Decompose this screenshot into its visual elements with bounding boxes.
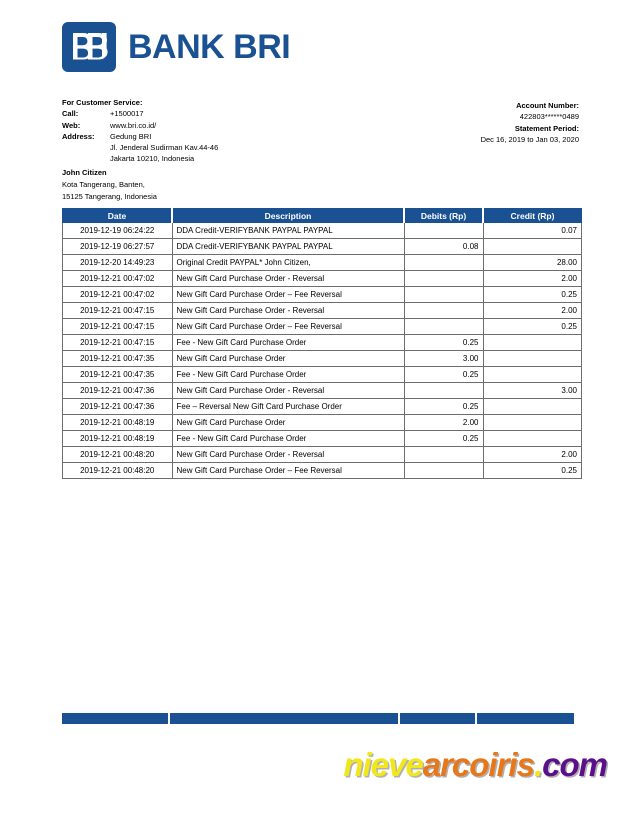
cell-date: 2019-12-21 00:47:35	[63, 351, 173, 367]
cell-description: New Gift Card Purchase Order - Reversal	[172, 447, 404, 463]
transactions-body	[63, 223, 582, 479]
cell-debit: 0.25	[404, 431, 483, 447]
table-row	[63, 447, 582, 463]
table-header-row	[63, 209, 582, 223]
cell-credit	[483, 415, 582, 431]
cell-credit	[483, 335, 582, 351]
cell-date: 2019-12-21 00:47:36	[63, 399, 173, 415]
brand-name: BANK BRI	[128, 28, 291, 66]
cell-description: Fee – Reversal New Gift Card Purchase Order	[172, 399, 404, 415]
table-row	[63, 335, 582, 351]
brand-header	[62, 22, 290, 72]
table-row	[63, 303, 582, 319]
column-header-debits: Debits (Rp)	[404, 209, 483, 223]
account-info-block	[481, 100, 579, 145]
cell-date: 2019-12-21 00:47:36	[63, 383, 173, 399]
watermark-part-1: nieve	[343, 746, 423, 783]
cell-credit: 0.25	[483, 463, 582, 479]
cell-debit: 0.25	[404, 367, 483, 383]
cell-debit	[404, 255, 483, 271]
cell-description: Fee - New Gift Card Purchase Order	[172, 431, 404, 447]
address-line-2: Jl. Jenderal Sudirman Kav.44-46	[110, 143, 219, 153]
table-row	[63, 399, 582, 415]
table-row	[63, 431, 582, 447]
watermark-part-4: com	[542, 746, 607, 783]
column-header-credit: Credit (Rp)	[483, 209, 582, 223]
cell-date: 2019-12-21 00:48:19	[63, 415, 173, 431]
web-label: Web:	[62, 120, 81, 130]
cell-date: 2019-12-21 00:48:20	[63, 463, 173, 479]
cell-credit	[483, 351, 582, 367]
cell-debit	[404, 271, 483, 287]
cell-date: 2019-12-19 06:27:57	[63, 239, 173, 255]
cell-date: 2019-12-21 00:47:02	[63, 271, 173, 287]
addressee-line-2: 15125 Tangerang, Indonesia	[62, 191, 157, 201]
cell-debit: 2.00	[404, 415, 483, 431]
cell-debit: 0.08	[404, 239, 483, 255]
cell-description: Fee - New Gift Card Purchase Order	[172, 367, 404, 383]
cell-date: 2019-12-21 00:47:15	[63, 319, 173, 335]
table-row	[63, 415, 582, 431]
table-row	[63, 383, 582, 399]
column-header-date: Date	[63, 209, 173, 223]
addressee-block	[62, 167, 157, 202]
statement-period-value: Dec 16, 2019 to Jan 03, 2020	[480, 134, 579, 144]
cell-date: 2019-12-21 00:47:15	[63, 303, 173, 319]
cell-description: New Gift Card Purchase Order – Fee Reversal	[172, 463, 404, 479]
table-row	[63, 463, 582, 479]
cell-date: 2019-12-21 00:47:35	[63, 367, 173, 383]
cell-description: DDA Credit-VERIFYBANK PAYPAL PAYPAL	[172, 223, 404, 239]
cell-credit: 0.25	[483, 287, 582, 303]
footer-segment-debits	[400, 713, 477, 724]
table-row	[63, 255, 582, 271]
statement-period-label: Statement Period:	[514, 123, 579, 133]
cell-date: 2019-12-21 00:48:19	[63, 431, 173, 447]
cell-debit	[404, 287, 483, 303]
cell-date: 2019-12-19 06:24:22	[63, 223, 173, 239]
cell-date: 2019-12-21 00:47:15	[63, 335, 173, 351]
table-row	[63, 271, 582, 287]
cell-credit: 0.07	[483, 223, 582, 239]
account-number-value: 422803******0489	[519, 112, 579, 122]
cell-date: 2019-12-21 00:47:02	[63, 287, 173, 303]
cell-description: DDA Credit-VERIFYBANK PAYPAL PAYPAL	[172, 239, 404, 255]
cell-debit	[404, 463, 483, 479]
cell-debit	[404, 319, 483, 335]
cell-credit	[483, 399, 582, 415]
cell-credit: 0.25	[483, 319, 582, 335]
cell-credit: 28.00	[483, 255, 582, 271]
cell-debit: 3.00	[404, 351, 483, 367]
cell-credit: 2.00	[483, 303, 582, 319]
cell-debit: 0.25	[404, 335, 483, 351]
cell-description: New Gift Card Purchase Order – Fee Reversal	[172, 319, 404, 335]
address-label: Address:	[62, 131, 95, 141]
customer-service-title: For Customer Service:	[62, 98, 143, 107]
cell-credit	[483, 431, 582, 447]
table-row	[63, 319, 582, 335]
address-line-1: Gedung BRI	[110, 131, 152, 141]
cell-description: New Gift Card Purchase Order	[172, 415, 404, 431]
footer-segment-credit	[477, 713, 574, 724]
cell-debit	[404, 447, 483, 463]
cell-description: New Gift Card Purchase Order – Fee Reversal	[172, 287, 404, 303]
cell-date: 2019-12-20 14:49:23	[63, 255, 173, 271]
table-row	[63, 287, 582, 303]
watermark	[343, 748, 607, 781]
cell-date: 2019-12-21 00:48:20	[63, 447, 173, 463]
addressee-name: John Citizen	[62, 168, 107, 177]
footer-segment-date	[62, 713, 170, 724]
cell-debit: 0.25	[404, 399, 483, 415]
column-header-description: Description	[172, 209, 404, 223]
addressee-line-1: Kota Tangerang, Banten,	[62, 180, 145, 190]
customer-service-address-row	[62, 131, 218, 142]
call-value: +1500017	[110, 109, 144, 119]
cell-credit	[483, 367, 582, 383]
customer-service-block	[62, 97, 218, 165]
call-label: Call:	[62, 109, 79, 119]
cell-description: New Gift Card Purchase Order - Reversal	[172, 271, 404, 287]
cell-description: Fee - New Gift Card Purchase Order	[172, 335, 404, 351]
watermark-part-3: .	[533, 746, 543, 783]
web-value[interactable]: www.bri.co.id/	[110, 120, 157, 130]
bri-logo-icon	[62, 22, 116, 72]
cell-debit	[404, 223, 483, 239]
cell-credit: 2.00	[483, 271, 582, 287]
cell-description: New Gift Card Purchase Order	[172, 351, 404, 367]
footer-segment-description	[170, 713, 400, 724]
address-line-3: Jakarta 10210, Indonesia	[110, 154, 195, 164]
table-row	[63, 351, 582, 367]
customer-service-call-row	[62, 108, 218, 119]
transactions-table	[62, 208, 582, 479]
cell-debit	[404, 303, 483, 319]
table-row	[63, 223, 582, 239]
cell-credit	[483, 239, 582, 255]
customer-service-web-row	[62, 120, 218, 131]
table-row	[63, 367, 582, 383]
cell-description: New Gift Card Purchase Order - Reversal	[172, 383, 404, 399]
watermark-part-2: arcoiris	[422, 746, 534, 783]
cell-description: Original Credit PAYPAL* John Citizen,	[172, 255, 404, 271]
cell-credit: 2.00	[483, 447, 582, 463]
footer-bar	[62, 713, 574, 724]
cell-debit	[404, 383, 483, 399]
cell-description: New Gift Card Purchase Order - Reversal	[172, 303, 404, 319]
cell-credit: 3.00	[483, 383, 582, 399]
account-number-label: Account Number:	[516, 101, 579, 110]
table-row	[63, 239, 582, 255]
